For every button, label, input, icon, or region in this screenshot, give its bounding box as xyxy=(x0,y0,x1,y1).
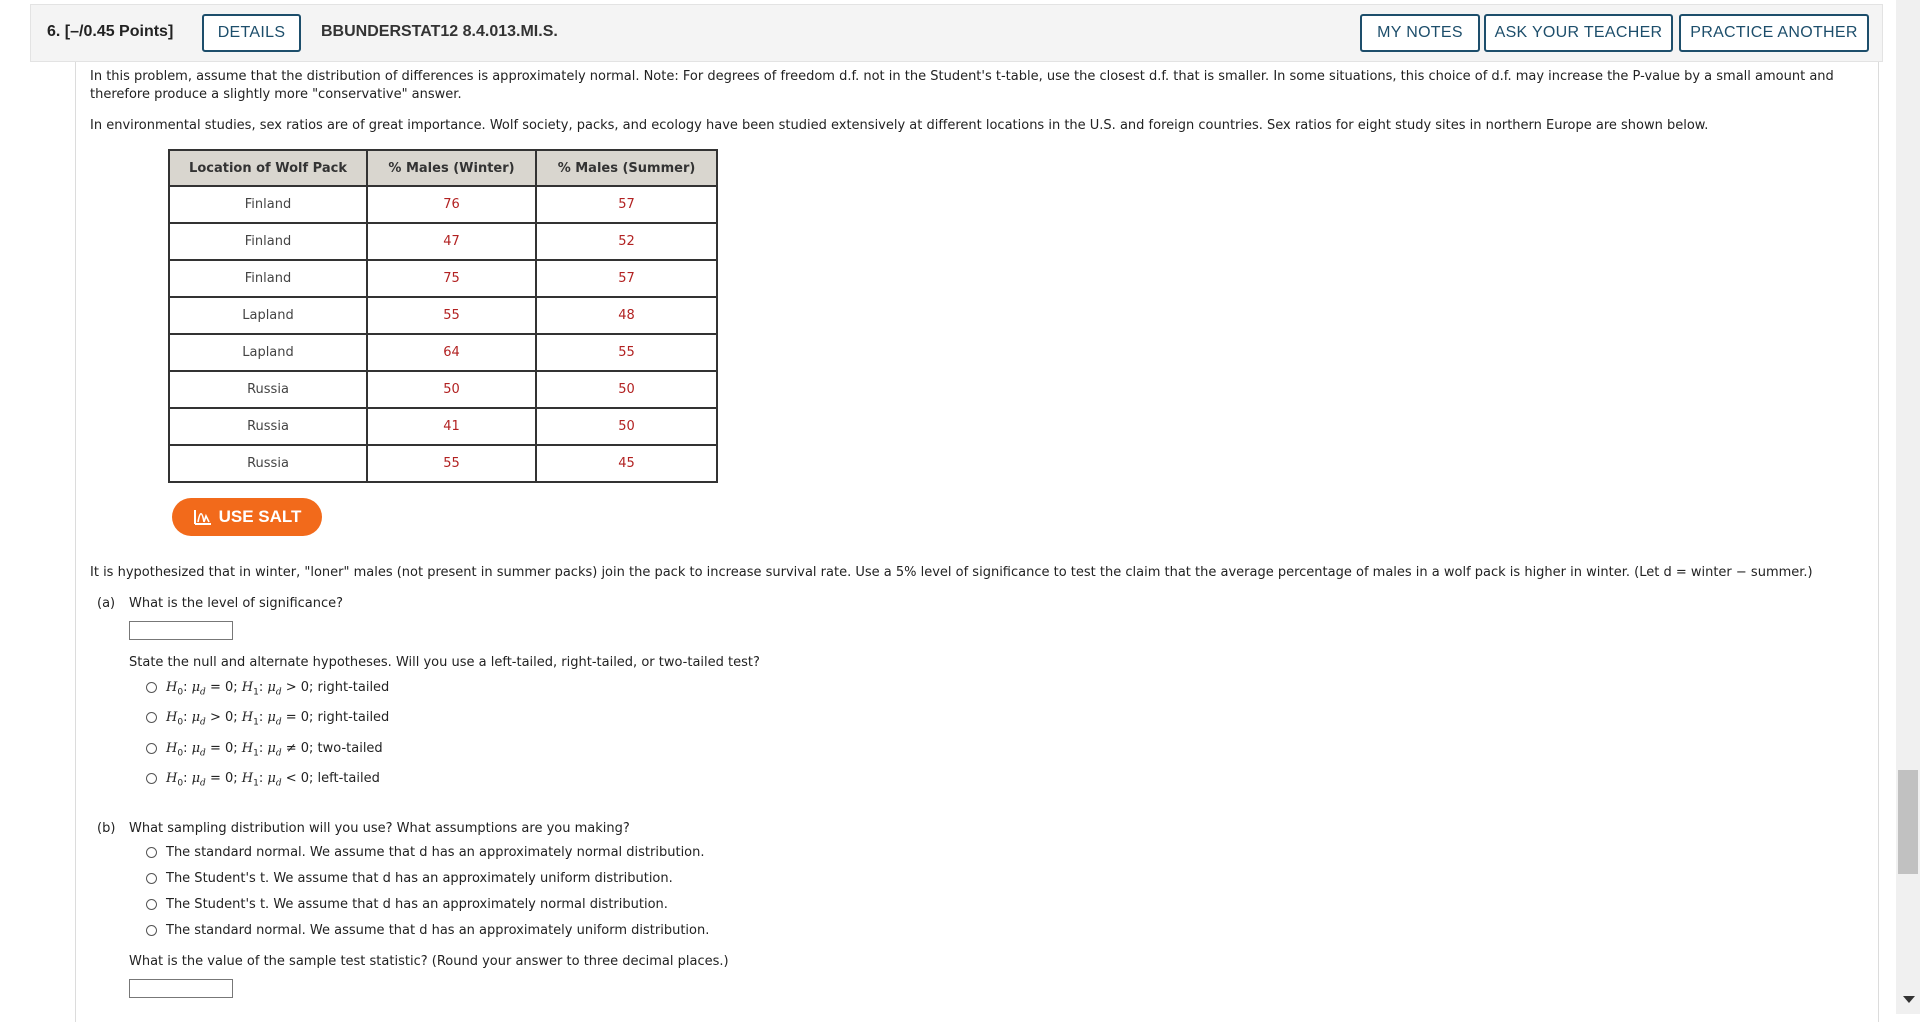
test-statistic-prompt: What is the value of the sample test statistic? (Round your answer to three decimal places.) xyxy=(129,954,729,969)
table-row: Finland 75 57 xyxy=(169,260,717,297)
distribution-option: The standard normal. We assume that d has an approximately uniform distribution. xyxy=(166,923,710,938)
table-header: Location of Wolf Pack xyxy=(169,150,367,186)
table-header: % Males (Winter) xyxy=(367,150,536,186)
hypothesis-option: $H_0$: $\mu_d = 0$; $H_1$: $\mu_d \ne 0$; two-tailed xyxy=(166,741,383,759)
hypothesis-option-radio[interactable] xyxy=(146,773,157,784)
table-row: Russia 55 45 xyxy=(169,445,717,482)
table-header: % Males (Summer) xyxy=(536,150,717,186)
distribution-option-radio[interactable] xyxy=(146,847,157,858)
scroll-down-arrow-icon[interactable] xyxy=(1903,996,1915,1003)
table-row: Finland 76 57 xyxy=(169,186,717,223)
hypothesis-paragraph: It is hypothesized that in winter, "loner" males (not present in summer packs) join the pack to increase survival rate. Use a 5% level of significance to test the claim that the average percentage of males in a wolf pack is higher in winter. (Let d = winter − summer.) xyxy=(90,565,1813,580)
distribution-option: The Student's t. We assume that d has an approximately normal distribution. xyxy=(166,897,668,912)
details-button[interactable]: DETAILS xyxy=(202,14,301,52)
significance-input[interactable] xyxy=(129,621,233,640)
part-b-label: (b) xyxy=(97,821,116,836)
distribution-option: The Student's t. We assume that d has an approximately uniform distribution. xyxy=(166,871,673,886)
distribution-option-radio[interactable] xyxy=(146,925,157,936)
table-row: Lapland 64 55 xyxy=(169,334,717,371)
context-paragraph: In environmental studies, sex ratios are of great importance. Wolf society, packs, and ecology have been studied extensively at different locations in the U.S. and foreign countries. Sex ratios for eight study sites in northern Europe are shown below. xyxy=(90,118,1709,133)
hypothesis-option-radio[interactable] xyxy=(146,743,157,754)
hypothesis-option: $H_0$: $\mu_d > 0$; $H_1$: $\mu_d = 0$; right-tailed xyxy=(166,710,390,728)
points-label: [–/0.45 Points] xyxy=(64,23,174,40)
part-a-question: What is the level of significance? xyxy=(129,596,344,611)
distribution-option: The standard normal. We assume that d has an approximately normal distribution. xyxy=(166,845,705,860)
part-a-label: (a) xyxy=(97,596,116,611)
part-b-question: What sampling distribution will you use? What assumptions are you making? xyxy=(129,821,630,836)
table-row: Lapland 55 48 xyxy=(169,297,717,334)
test-statistic-input[interactable] xyxy=(129,979,233,998)
question-code: BBUNDERSTAT12 8.4.013.MI.S. xyxy=(321,23,558,40)
table-row: Russia 41 50 xyxy=(169,408,717,445)
chart-icon xyxy=(193,508,213,526)
practice-another-button[interactable]: PRACTICE ANOTHER xyxy=(1679,14,1869,52)
wolf-pack-table xyxy=(168,149,718,483)
hypothesis-option: $H_0$: $\mu_d = 0$; $H_1$: $\mu_d < 0$; left-tailed xyxy=(166,771,380,789)
hypothesis-option-radio[interactable] xyxy=(146,682,157,693)
ask-teacher-button[interactable]: ASK YOUR TEACHER xyxy=(1484,14,1673,52)
distribution-option-radio[interactable] xyxy=(146,899,157,910)
use-salt-button[interactable]: USE SALT xyxy=(172,498,322,536)
table-row: Finland 47 52 xyxy=(169,223,717,260)
hypotheses-prompt: State the null and alternate hypotheses. Will you use a left-tailed, right-tailed, or two-tailed test? xyxy=(129,655,760,670)
scrollbar-thumb[interactable] xyxy=(1898,770,1918,874)
hypothesis-option: $H_0$: $\mu_d = 0$; $H_1$: $\mu_d > 0$; right-tailed xyxy=(166,680,390,698)
distribution-option-radio[interactable] xyxy=(146,873,157,884)
table-row: Russia 50 50 xyxy=(169,371,717,408)
question-number: 6. [–/0.45 Points] xyxy=(47,23,174,40)
hypothesis-option-radio[interactable] xyxy=(146,712,157,723)
my-notes-button[interactable]: MY NOTES xyxy=(1360,14,1480,52)
question-header xyxy=(30,4,1883,62)
intro-paragraph: In this problem, assume that the distribution of differences is approximately normal. Note: For degrees of freedom d.f. not in the Student's t-table, use the closest d.f. that is smaller. In some situations, this choice of d.f. may increase the P-value by a small amount and therefore produce a slightly more "conservative" answer. xyxy=(90,69,1834,102)
